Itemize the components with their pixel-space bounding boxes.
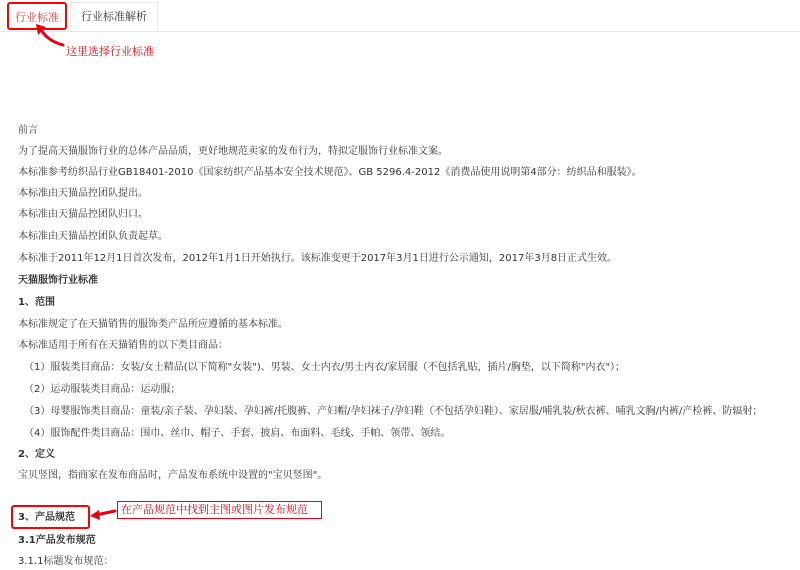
preface-paragraph-4: 本标准由天猫品控团队归口。 — [18, 209, 148, 220]
tab-industry-standard[interactable]: 行业标准 — [7, 2, 67, 30]
preface-paragraph-3: 本标准由天猫品控团队提出。 — [18, 188, 148, 199]
preface-paragraph-1: 为了提高天猫服饰行业的总体产品品质，更好地规范卖家的发布行为，特拟定服饰行业标准文案。 — [18, 146, 448, 157]
tab-industry-standard-analysis[interactable]: 行业标准解析 — [70, 2, 158, 30]
section-3-title: 3、产品规范 — [18, 512, 75, 523]
section-2-title: 2、定义 — [18, 449, 55, 460]
preface-paragraph-6: 本标准于2011年12月1日首次发布，2012年1月1日开始执行。该标准变更于2017年3月1日进行公示通知，2017年3月8日正式生效。 — [18, 253, 618, 264]
section-1-item-1: （1）服装类目商品：女装/女士精品(以下简称"女装")、男装、女士内衣/男士内衣/家居服（不包括乳贴，插片/胸垫，以下简称"内衣"）； — [24, 362, 626, 373]
preface-paragraph-5: 本标准由天猫品控团队负责起草。 — [18, 231, 168, 242]
standard-title: 天猫服饰行业标准 — [18, 275, 98, 286]
preface-paragraph-2: 本标准参考纺织品行业GB18401-2010《国家纺织产品基本安全技术规范》、GB 5296.4-2012《消费品使用说明第4部分：纺织品和服装》。 — [18, 167, 642, 178]
preface-title: 前言 — [18, 125, 38, 136]
section-1-item-3: （3）母婴服饰类目商品：童装/亲子装、孕妇装、孕妇裤/托腹裤、产妇帽/孕妇袜子/孕妇鞋（不包括孕妇鞋）、家居服/哺乳装/秋衣裤、哺乳文胸/内裤/产检裤、防辐射； — [24, 406, 763, 417]
section-1-title: 1、范围 — [18, 297, 55, 308]
section-1-paragraph-1: 本标准规定了在天猫销售的服饰类产品所应遵循的基本标准。 — [18, 319, 288, 330]
section-1-paragraph-2: 本标准适用于所有在天猫销售的以下类目商品： — [18, 340, 228, 351]
section-1-item-2: （2）运动服装类目商品：运动服； — [24, 384, 181, 395]
section-2-paragraph-1: 宝贝竖图，指商家在发布商品时，产品发布系统中设置的"宝贝竖图"。 — [18, 470, 328, 481]
annotation-select-tab: 这里选择行业标准 — [66, 45, 154, 58]
section-3-1-title: 3.1产品发布规范 — [18, 535, 96, 546]
section-1-item-4: （4）服饰配件类目商品：围巾、丝巾、帽子、手套、披肩、布面料、毛线、手帕、领带、领结。 — [24, 428, 451, 439]
annotation-find-spec: 在产品规范中找到主图或图片发布规范 — [117, 501, 322, 519]
section-3-1-1-title: 3.1.1标题发布规范： — [18, 556, 114, 567]
